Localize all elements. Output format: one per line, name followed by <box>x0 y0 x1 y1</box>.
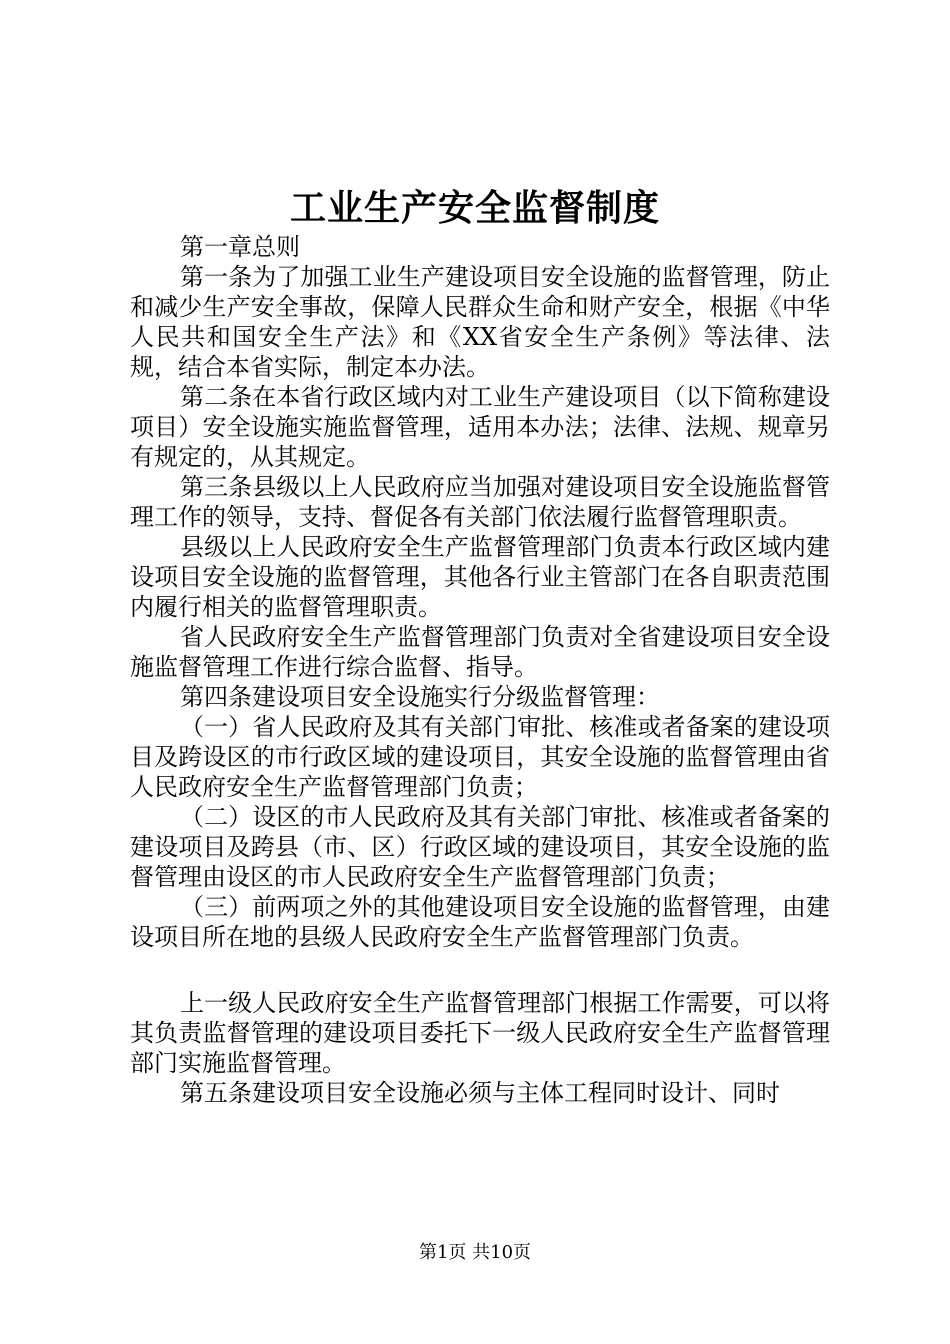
article-4: 第四条建设项目安全设施实行分级监督管理： <box>180 683 660 711</box>
article-1: 第一条为了加强工业生产建设项目安全设施的监督管理，防止和减少生产安全事故，保障人民群众生命和财产安全，根据《中华人民共和国安全生产法》和《XX省安全生产条例》等法律、法规，结合本省实际，制定本办法。 <box>130 263 830 381</box>
article-2: 第二条在本省行政区域内对工业生产建设项目（以下简称建设项目）安全设施实施监督管理，适用本办法；法律、法规、规章另有规定的，从其规定。 <box>130 383 830 471</box>
article-4-item-3: （三）前两项之外的其他建设项目安全设施的监督管理，由建设项目所在地的县级人民政府安全生产监督管理部门负责。 <box>130 893 830 951</box>
chapter-heading: 第一章总则 <box>180 233 300 261</box>
article-3-paragraph-2: 县级以上人民政府安全生产监督管理部门负责本行政区域内建设项目安全设施的监督管理，其他各行业主管部门在各自职责范围内履行相关的监督管理职责。 <box>130 533 830 621</box>
article-4-item-1: （一）省人民政府及其有关部门审批、核准或者备案的建设项目及跨设区的市行政区域的建设项目，其安全设施的监督管理由省人民政府安全生产监督管理部门负责； <box>130 713 830 801</box>
article-4-paragraph-delegation: 上一级人民政府安全生产监督管理部门根据工作需要，可以将其负责监督管理的建设项目委托下一级人民政府安全生产监督管理部门实施监督管理。 <box>130 989 830 1077</box>
document-title: 工业生产安全监督制度 <box>289 187 660 229</box>
document-body <box>130 232 830 1108</box>
article-5: 第五条建设项目安全设施必须与主体工程同时设计、同时 <box>180 1079 780 1107</box>
article-4-item-2: （二）设区的市人民政府及其有关部门审批、核准或者备案的建设项目及跨县（市、区）行政区域的建设项目，其安全设施的监督管理由设区的市人民政府安全生产监督管理部门负责； <box>130 803 830 891</box>
page-footer: 第1页 共10页 <box>418 1242 532 1263</box>
article-3-paragraph-3: 省人民政府安全生产监督管理部门负责对全省建设项目安全设施监督管理工作进行综合监督、指导。 <box>130 623 830 681</box>
article-3: 第三条县级以上人民政府应当加强对建设项目安全设施监督管理工作的领导，支持、督促各有关部门依法履行监督管理职责。 <box>130 473 830 531</box>
